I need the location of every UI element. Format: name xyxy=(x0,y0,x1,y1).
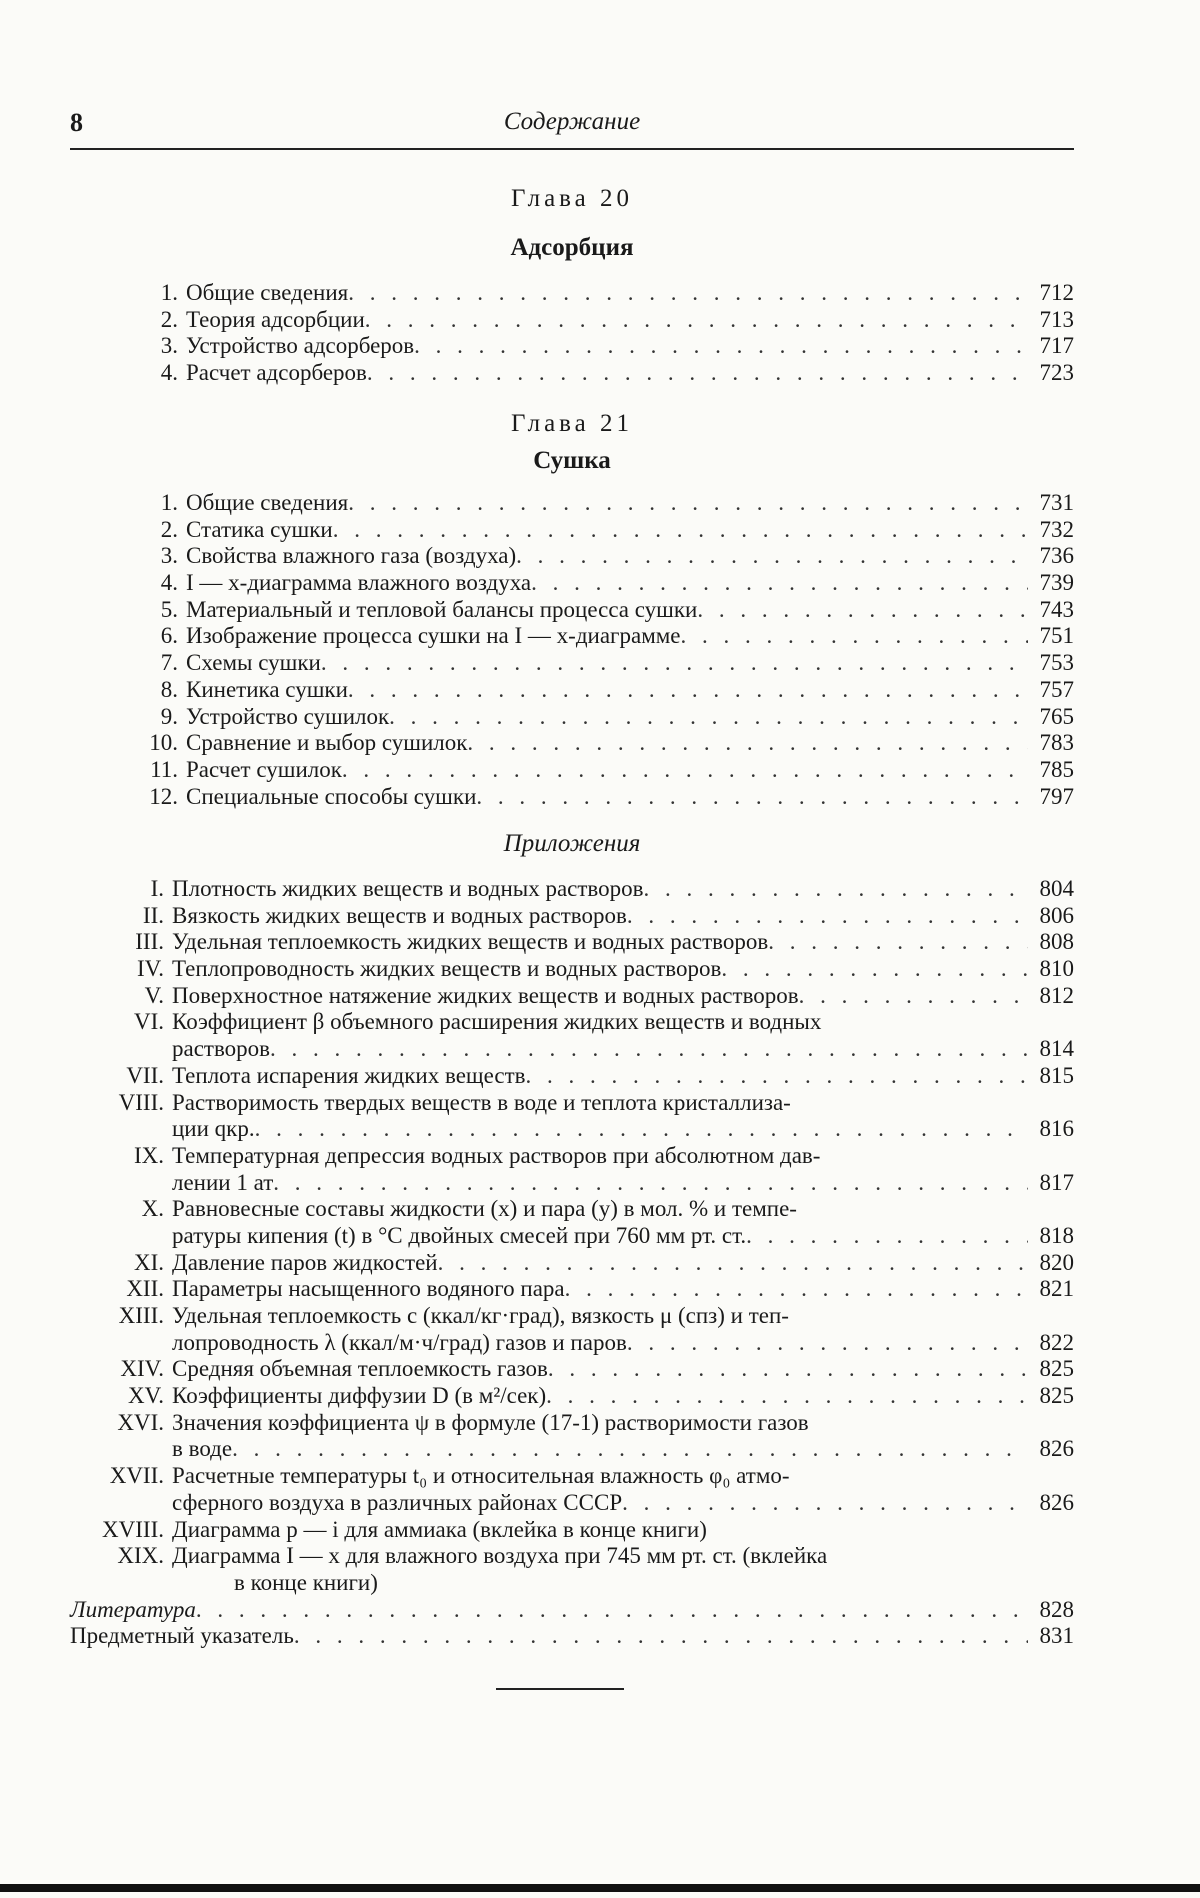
entry-page: 825 xyxy=(1039,1356,1074,1382)
entry-title: Расчет сушилок xyxy=(186,756,342,782)
entry-page: 826 xyxy=(1039,1489,1074,1515)
appendix-entry-continuation[interactable] xyxy=(70,1436,1074,1463)
toc-entry[interactable] xyxy=(70,490,1074,517)
chapter-21-label: Глава 21 xyxy=(511,410,633,437)
appendix-entry[interactable] xyxy=(70,1250,1074,1277)
entry-title: Коэффициенты диффузии D (в м²/сек) xyxy=(172,1383,547,1409)
appendix-entry[interactable] xyxy=(70,1196,1074,1223)
leader-dots xyxy=(531,570,1028,597)
entry-number: 5. xyxy=(160,596,178,622)
entry-page: 717 xyxy=(1039,333,1074,359)
leader-dots xyxy=(389,704,1028,731)
leader-dots xyxy=(365,307,1028,334)
appendix-entry[interactable] xyxy=(70,983,1074,1010)
chapter-20-title: Адсорбция xyxy=(510,234,634,261)
appendix-entry[interactable] xyxy=(70,1463,1074,1490)
running-title: Содержание xyxy=(503,108,641,135)
appendix-entry[interactable] xyxy=(70,1276,1074,1303)
entry-title: Вязкость жидких веществ и водных растворов xyxy=(172,902,627,928)
entry-number: 9. xyxy=(160,703,178,729)
entry-title: Средняя объемная теплоемкость газов xyxy=(172,1356,548,1382)
appendix-entry[interactable] xyxy=(70,1543,1074,1570)
literature-entry[interactable] xyxy=(70,1597,1074,1624)
index-entry[interactable] xyxy=(70,1623,1074,1650)
leader-dots xyxy=(627,1330,1028,1357)
entry-number: I. xyxy=(150,876,164,901)
leader-dots xyxy=(294,1623,1028,1650)
entry-number: XI. xyxy=(133,1249,164,1275)
entry-title: Общие сведения xyxy=(186,280,349,305)
entry-title: Расчет адсорберов xyxy=(186,360,367,386)
leader-dots xyxy=(333,517,1028,544)
entry-number: XIV. xyxy=(120,1356,164,1382)
toc-entry[interactable] xyxy=(70,784,1074,811)
entry-title: Теплопроводность жидких веществ и водных растворов xyxy=(172,956,722,982)
leader-dots xyxy=(799,983,1028,1010)
entry-title-continued: в конце книги) xyxy=(234,1569,378,1595)
entry-title-continued: лопроводность λ (ккал/м·ч/град) газов и паров xyxy=(172,1329,627,1355)
leader-dots xyxy=(196,1597,1028,1624)
entry-number: 7. xyxy=(160,650,178,676)
appendix-entry-continuation[interactable] xyxy=(70,1036,1074,1063)
leader-dots xyxy=(270,1036,1028,1063)
leader-dots xyxy=(681,623,1028,650)
leader-dots xyxy=(467,730,1028,757)
toc-entry[interactable] xyxy=(70,280,1074,307)
appendix-entry[interactable] xyxy=(70,1143,1074,1170)
chapter-21-title: Сушка xyxy=(533,447,611,474)
appendix-entry-continuation[interactable] xyxy=(70,1116,1074,1143)
leader-dots xyxy=(697,597,1028,624)
entry-title: Устройство адсорберов xyxy=(186,333,415,359)
leader-dots xyxy=(526,1063,1028,1090)
entry-number: VI. xyxy=(133,1009,164,1035)
entry-page: 785 xyxy=(1039,756,1074,782)
entry-number: XVIII. xyxy=(102,1516,164,1542)
entry-page: 814 xyxy=(1039,1036,1074,1062)
entry-number: 10. xyxy=(149,730,178,756)
entry-title-continued: растворов xyxy=(172,1036,271,1062)
entry-page: 751 xyxy=(1039,623,1074,649)
entry-title: Температурная депрессия водных растворов при абсолютном дав- xyxy=(172,1142,821,1168)
leader-dots xyxy=(565,1276,1028,1303)
entry-title: Литература xyxy=(70,1596,196,1622)
toc-entry[interactable] xyxy=(70,704,1074,731)
entry-title: Параметры насыщенного водяного пара xyxy=(172,1276,565,1302)
chapter-20-label: Глава 20 xyxy=(511,185,633,212)
entry-title: Специальные способы сушки xyxy=(186,783,477,809)
leader-dots xyxy=(546,1383,1028,1410)
entry-number: 2. xyxy=(160,306,178,332)
leader-dots xyxy=(321,650,1028,677)
entry-page: 818 xyxy=(1039,1222,1074,1248)
leader-dots xyxy=(627,903,1028,930)
entry-title: Расчетные температуры t₀ и относительная влажность φ₀ атмо- xyxy=(172,1463,790,1489)
leader-dots xyxy=(476,784,1028,811)
leader-dots xyxy=(255,1116,1028,1143)
appendix-entry-continuation[interactable] xyxy=(70,1170,1074,1197)
entry-title: Давление паров жидкостей xyxy=(172,1249,438,1275)
entry-number: 8. xyxy=(160,676,178,702)
entry-number: VIII. xyxy=(118,1089,164,1115)
entry-number: 1. xyxy=(160,490,178,515)
toc-entry[interactable] xyxy=(70,307,1074,334)
chapter-21-toc xyxy=(70,490,1074,810)
appendix-entry[interactable] xyxy=(70,1383,1074,1410)
appendices-toc xyxy=(70,876,1074,1650)
leader-dots xyxy=(367,360,1028,387)
appendix-entry[interactable] xyxy=(70,903,1074,930)
entry-title: Коэффициент β объемного расширения жидких веществ и водных xyxy=(172,1009,822,1035)
entry-page: 820 xyxy=(1039,1249,1074,1275)
entry-number: 12. xyxy=(149,783,178,809)
toc-entry[interactable] xyxy=(70,757,1074,784)
entry-number: III. xyxy=(135,929,164,955)
appendix-entry[interactable] xyxy=(70,1356,1074,1383)
entry-title-continued: в воде xyxy=(172,1436,233,1462)
entry-page: 783 xyxy=(1039,730,1074,756)
entry-title: Диаграмма p — i для аммиака (вклейка в конце книги) xyxy=(172,1516,707,1542)
toc-entry[interactable] xyxy=(70,543,1074,570)
entry-number: XII. xyxy=(126,1276,164,1302)
scan-edge-bar xyxy=(0,1884,1200,1892)
leader-dots xyxy=(768,929,1028,956)
appendices-heading: Приложения xyxy=(503,830,641,857)
toc-entry[interactable] xyxy=(70,650,1074,677)
appendix-entry[interactable] xyxy=(70,1063,1074,1090)
entry-page: 817 xyxy=(1039,1169,1074,1195)
entry-title: Материальный и тепловой балансы процесса сушки xyxy=(186,596,698,622)
entry-title: Кинетика сушки xyxy=(186,676,348,702)
appendix-entry-continuation[interactable] xyxy=(70,1223,1074,1250)
entry-number: 3. xyxy=(160,543,178,569)
entry-title: Растворимость твердых веществ в воде и теплота кристаллиза- xyxy=(172,1089,791,1115)
appendix-entry-continuation[interactable] xyxy=(70,1330,1074,1357)
entry-page: 821 xyxy=(1039,1276,1074,1302)
entry-title: Статика сушки xyxy=(186,516,333,542)
leader-dots xyxy=(746,1223,1028,1250)
leader-dots xyxy=(348,677,1028,704)
leader-dots xyxy=(644,876,1029,903)
entry-page: 731 xyxy=(1039,490,1074,515)
toc-entry[interactable] xyxy=(70,677,1074,704)
appendix-entry[interactable] xyxy=(70,1517,1074,1544)
entry-title: Свойства влажного газа (воздуха) xyxy=(186,543,517,569)
entry-number: 11. xyxy=(150,756,178,782)
toc-entry[interactable] xyxy=(70,730,1074,757)
entry-page: 822 xyxy=(1039,1329,1074,1355)
entry-title-continued: сферного воздуха в различных районах СССР xyxy=(172,1489,623,1515)
appendix-entry[interactable] xyxy=(70,1090,1074,1117)
entry-number: 1. xyxy=(160,280,178,305)
entry-number: IX. xyxy=(133,1142,164,1168)
appendix-entry[interactable] xyxy=(70,1303,1074,1330)
leader-dots xyxy=(438,1250,1028,1277)
entry-number: 2. xyxy=(160,516,178,542)
toc-entry[interactable] xyxy=(70,333,1074,360)
appendix-entry-continuation[interactable] xyxy=(70,1490,1074,1517)
leader-dots xyxy=(232,1436,1028,1463)
leader-dots xyxy=(273,1170,1028,1197)
entry-number: 4. xyxy=(160,570,178,596)
entry-title: Устройство сушилок xyxy=(186,703,390,729)
entry-number: 3. xyxy=(160,333,178,359)
entry-title: Общие сведения xyxy=(186,490,349,515)
entry-title: Предметный указатель xyxy=(70,1623,294,1649)
entry-page: 723 xyxy=(1039,360,1074,386)
entry-number: XVII. xyxy=(109,1463,164,1489)
entry-title: Равновесные составы жидкости (x) и пара (y) в мол. % и темпе- xyxy=(172,1196,797,1222)
entry-page: 712 xyxy=(1039,280,1074,305)
entry-number: 6. xyxy=(160,623,178,649)
entry-number: XVI. xyxy=(117,1409,164,1435)
entry-title-continued: ратуры кипения (t) в °C двойных смесей при 760 мм рт. ст. xyxy=(172,1222,747,1248)
entry-page: 713 xyxy=(1039,306,1074,332)
entry-title: Сравнение и выбор сушилок xyxy=(186,730,468,756)
entry-title: Значения коэффициента ψ в формуле (17-1) растворимости газов xyxy=(172,1409,809,1435)
entry-number: XIX. xyxy=(117,1543,164,1569)
entry-title: Теория адсорбции xyxy=(186,306,365,332)
entry-title-continued: ции qкр. xyxy=(172,1116,255,1142)
entry-page: 765 xyxy=(1039,703,1074,729)
entry-title: I — x-диаграмма влажного воздуха xyxy=(186,570,532,596)
appendix-entry[interactable] xyxy=(70,1009,1074,1036)
entry-page: 828 xyxy=(1039,1596,1074,1622)
appendix-entry[interactable] xyxy=(70,929,1074,956)
entry-page: 816 xyxy=(1039,1116,1074,1142)
entry-title: Плотность жидких веществ и водных растворов xyxy=(172,876,644,901)
entry-page: 812 xyxy=(1039,982,1074,1008)
end-divider xyxy=(496,1688,624,1690)
toc-entry[interactable] xyxy=(70,517,1074,544)
entry-page: 806 xyxy=(1039,902,1074,928)
leader-dots xyxy=(516,543,1028,570)
entry-page: 797 xyxy=(1039,783,1074,809)
entry-title: Диаграмма I — x для влажного воздуха при 745 мм рт. ст. (вклейка xyxy=(172,1543,828,1569)
entry-number: 4. xyxy=(160,360,178,386)
entry-page: 757 xyxy=(1039,676,1074,702)
entry-page: 736 xyxy=(1039,543,1074,569)
toc-entry[interactable] xyxy=(70,623,1074,650)
entry-title: Теплота испарения жидких веществ xyxy=(172,1062,526,1088)
entry-title: Изображение процесса сушки на I — x-диаграмме xyxy=(186,623,681,649)
entry-page: 732 xyxy=(1039,516,1074,542)
chapter-20-toc xyxy=(70,280,1074,387)
leader-dots xyxy=(342,757,1028,784)
entry-number: X. xyxy=(141,1196,164,1222)
toc-entry[interactable] xyxy=(70,597,1074,624)
entry-title: Удельная теплоемкость жидких веществ и водных растворов xyxy=(172,929,769,955)
entry-title-continued: лении 1 ат xyxy=(172,1169,274,1195)
entry-number: II. xyxy=(142,902,164,928)
toc-entry[interactable] xyxy=(70,360,1074,387)
appendix-entry[interactable] xyxy=(70,956,1074,983)
leader-dots xyxy=(414,333,1028,360)
entry-page: 808 xyxy=(1039,929,1074,955)
toc-entry[interactable] xyxy=(70,570,1074,597)
page-number: 8 xyxy=(70,108,83,137)
page-header xyxy=(70,108,1074,150)
entry-page: 815 xyxy=(1039,1062,1074,1088)
entry-number: IV. xyxy=(136,956,164,982)
entry-number: V. xyxy=(144,982,164,1008)
entry-page: 804 xyxy=(1039,876,1074,901)
entry-title: Удельная теплоемкость c (ккал/кг·град), вязкость μ (спз) и теп- xyxy=(172,1303,789,1328)
appendix-entry[interactable] xyxy=(70,876,1074,903)
entry-page: 743 xyxy=(1039,596,1074,622)
entry-title: Поверхностное натяжение жидких веществ и водных растворов xyxy=(172,982,799,1008)
leader-dots xyxy=(721,956,1028,983)
appendix-entry-continuation[interactable] xyxy=(70,1570,1074,1597)
entry-title: Схемы сушки xyxy=(186,650,321,676)
appendix-entry[interactable] xyxy=(70,1410,1074,1437)
entry-number: XIII. xyxy=(118,1303,164,1328)
entry-page: 810 xyxy=(1039,956,1074,982)
entry-page: 825 xyxy=(1039,1383,1074,1409)
entry-number: VII. xyxy=(126,1062,164,1088)
leader-dots xyxy=(348,280,1028,307)
entry-page: 831 xyxy=(1039,1623,1074,1649)
entry-page: 753 xyxy=(1039,650,1074,676)
leader-dots xyxy=(622,1490,1028,1517)
leader-dots xyxy=(548,1356,1028,1383)
entry-page: 739 xyxy=(1039,570,1074,596)
leader-dots xyxy=(348,490,1028,517)
entry-number: XV. xyxy=(127,1383,164,1409)
entry-page: 826 xyxy=(1039,1436,1074,1462)
